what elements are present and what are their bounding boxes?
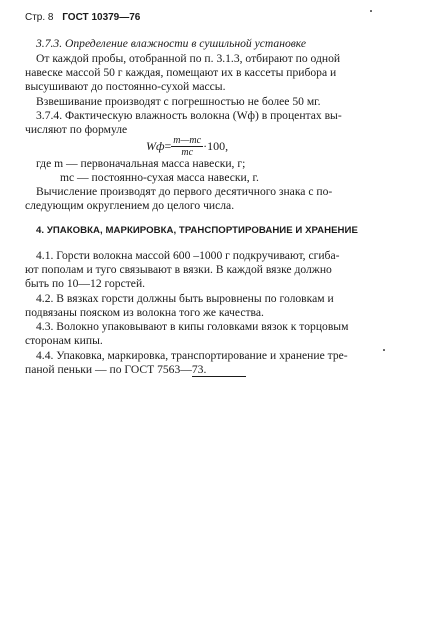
formula-fraction	[171, 135, 203, 159]
end-divider	[192, 376, 246, 377]
moisture-formula: Wф= $\frac{m—mс}{mс}$ ·100,	[146, 135, 229, 158]
text-line: Взвешивание производят с погрешностью не более 50 мг.	[36, 95, 321, 108]
text-line: подвязаны пояском из волокна того же качества.	[25, 306, 264, 319]
formula-numerator: m—mс	[173, 135, 202, 146]
text-line: числяют по формуле	[25, 123, 128, 136]
text-line: 4.4. Упаковка, маркировка, транспортирование и хранение тре-	[36, 349, 348, 362]
text-line: навеске массой 50 г каждая, помещают их в кассеты прибора и	[25, 66, 337, 79]
formula-denominator: mс	[181, 147, 194, 158]
text-line: сторонам кипы.	[25, 334, 103, 347]
formula-tail: ·100,	[203, 138, 229, 153]
standard-code: ГОСТ 10379—76	[62, 12, 141, 23]
text-line: Вычисление производят до первого десятичного знака с по-	[36, 185, 333, 198]
text-line: следующим округлением до целого числа.	[25, 199, 235, 212]
where-line: где m — первоначальная масса навески, г;	[36, 157, 246, 170]
text-line: высушивают до постоянно-сухой массы.	[25, 80, 226, 93]
section-4-heading: 4. УПАКОВКА, МАРКИРОВКА, ТРАНСПОРТИРОВАНИЕ И ХРАНЕНИЕ	[36, 225, 358, 236]
scan-speck	[383, 349, 385, 351]
text-line: ют пополам и туго связывают в вязки. В каждой вязке должно	[25, 263, 332, 276]
formula-lhs: Wф	[146, 138, 165, 153]
page-number: Стр. 8	[25, 12, 54, 23]
text-line: 4.1. Горсти волокна массой 600 –1000 г подкручивают, сгиба-	[36, 249, 340, 262]
text-line: 3.7.4. Фактическую влажность волокна (Wф) в процентах вы-	[36, 109, 342, 122]
section-3-7-3-title: 3.7.3. Определение влажности в сушильной установке	[36, 37, 307, 50]
scan-speck	[370, 10, 372, 12]
text-line: 4.2. В вязках горсти должны быть выровнены по головкам и	[36, 292, 334, 305]
where-line: mс — постоянно-сухая масса навески, г.	[60, 171, 259, 184]
text-line: 4.3. Волокно упаковывают в кипы головками вязок к торцовым	[36, 320, 349, 333]
text-line: быть по 10—12 горстей.	[25, 277, 146, 290]
text-line: От каждой пробы, отобранной по п. 3.1.3, отбирают по одной	[36, 52, 341, 65]
text-line: паной пеньки — по ГОСТ 7563—73.	[25, 363, 207, 376]
page-header	[25, 12, 140, 23]
